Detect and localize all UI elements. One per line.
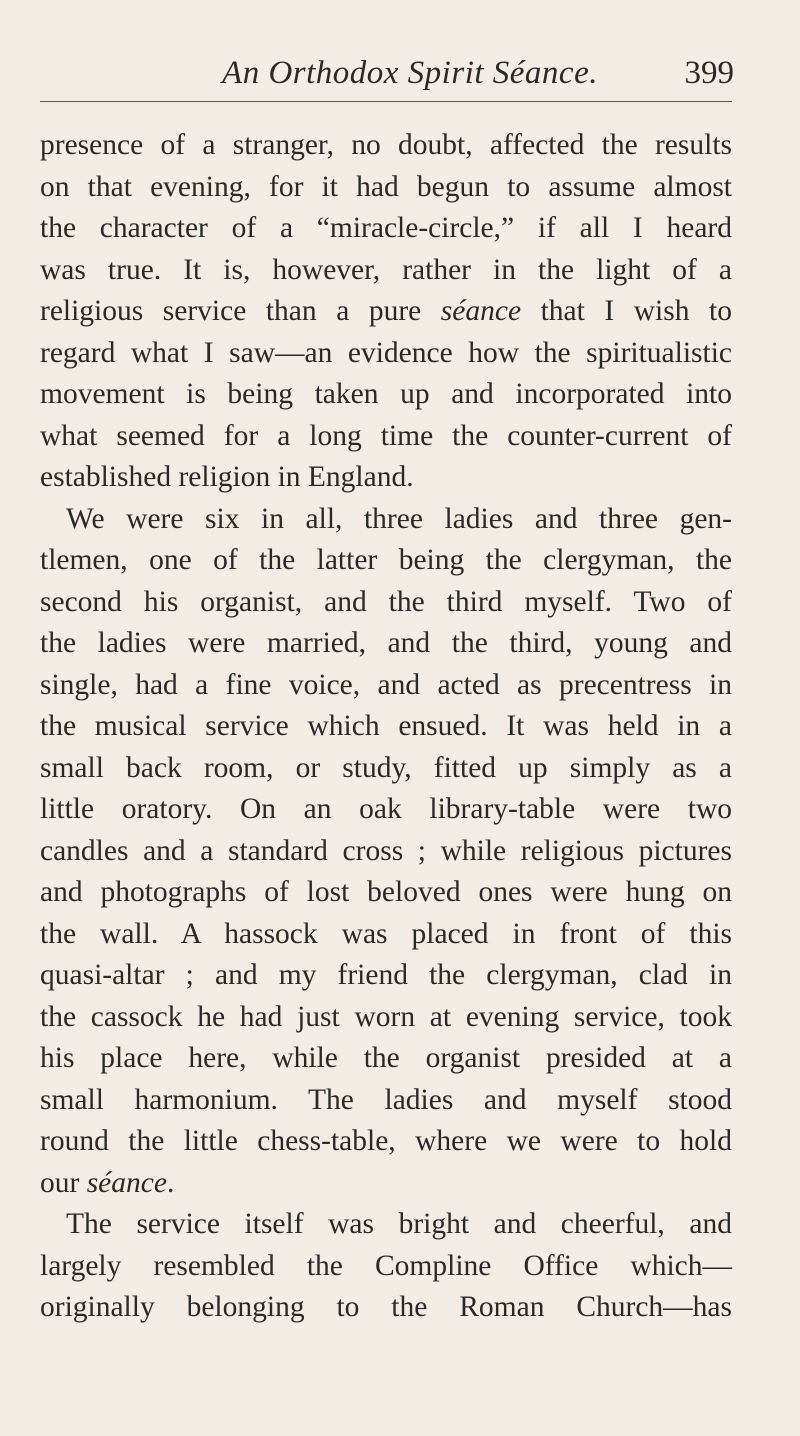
text-line: regard what I saw—an evidence how the spiritualistic xyxy=(40,336,732,369)
text-line: our séance. xyxy=(40,1166,175,1199)
text-line: single, had a fine voice, and acted as precentress in xyxy=(40,668,732,701)
text-line: the character of a “miracle-circle,” if all I heard xyxy=(40,212,732,244)
text-line: his place here, while the organist presided at a xyxy=(40,1042,732,1074)
page-number: 399 xyxy=(684,55,734,91)
running-title: An Orthodox Spirit Séance. xyxy=(222,55,598,91)
text-line: and photographs of lost beloved ones were hung on xyxy=(40,876,732,908)
header-rule xyxy=(40,101,732,102)
text-line: largely resembled the Compline Office which— xyxy=(40,1249,732,1282)
body-text xyxy=(40,125,732,1329)
text-line: the ladies were married, and the third, young and xyxy=(40,627,732,659)
text-line: We were six in all, three ladies and three gen- xyxy=(66,502,732,535)
text-line: established religion in England. xyxy=(40,461,414,493)
running-head xyxy=(130,52,734,94)
text-line: quasi-altar ; and my friend the clergyman, clad in xyxy=(40,959,732,991)
text-line: the wall. A hassock was placed in front of this xyxy=(40,917,732,950)
text-line: movement is being taken up and incorporated into xyxy=(40,378,732,410)
text-line: what seemed for a long time the counter-current of xyxy=(40,419,732,452)
text-line: little oratory. On an oak library-table were two xyxy=(40,793,732,825)
text-line: the cassock he had just worn at evening service, took xyxy=(40,1000,732,1033)
text-line: was true. It is, however, rather in the light of a xyxy=(40,253,732,286)
text-line: round the little chess-table, where we were to hold xyxy=(40,1125,732,1157)
text-line: small back room, or study, fitted up simply as a xyxy=(40,751,732,784)
italic-word: séance xyxy=(86,1166,167,1199)
text-line: small harmonium. The ladies and myself stood xyxy=(40,1083,732,1116)
text-line: candles and a standard cross ; while religious pictures xyxy=(40,834,732,867)
text-line: presence of a stranger, no doubt, affected the results xyxy=(40,129,732,161)
text-line: on that evening, for it had begun to assume almost xyxy=(40,170,732,203)
text-line: religious service than a pure séance that I wish to xyxy=(40,295,732,327)
text-line: second his organist, and the third myself. Two of xyxy=(40,585,732,618)
text-line: originally belonging to the Roman Church—has xyxy=(40,1291,732,1323)
text-line: the musical service which ensued. It was held in a xyxy=(40,710,732,742)
italic-word: séance xyxy=(440,295,522,327)
text-line: tlemen, one of the latter being the clergyman, the xyxy=(40,544,732,576)
text-line: The service itself was bright and cheerful, and xyxy=(66,1208,732,1240)
